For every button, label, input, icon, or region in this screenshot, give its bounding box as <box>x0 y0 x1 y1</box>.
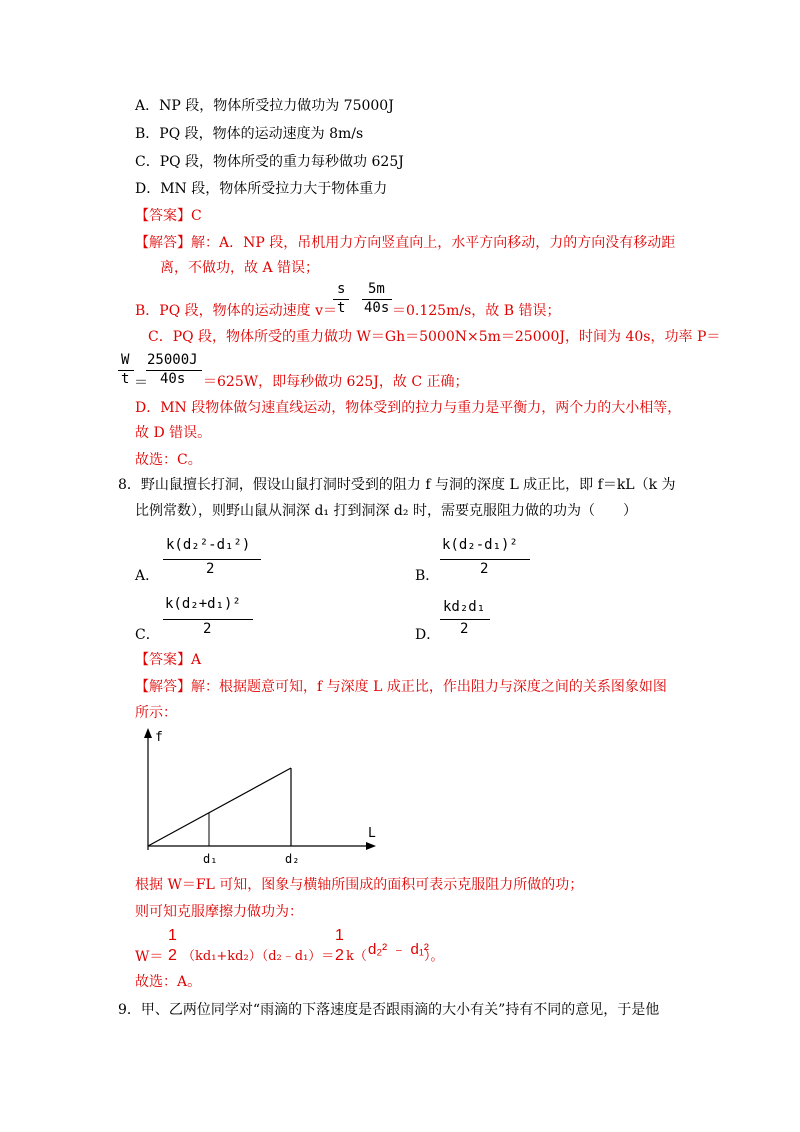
frac-num: 25000J <box>147 352 198 368</box>
analysis-tag: 【解答】 <box>135 679 191 695</box>
analysis-text: 解：根据题意可知，f 与深度 L 成正比，作出阻力与深度之间的关系图象如图 <box>191 679 667 695</box>
q9-stem-1: 9．甲、乙两位同学对“雨滴的下落速度是否跟雨滴的大小有关”持有不同的意见，于是他 <box>118 1002 660 1018</box>
x-label: L <box>368 826 376 841</box>
d1-label: d₁ <box>203 852 218 866</box>
frac-num: s <box>337 281 346 297</box>
frac-num: 5m <box>368 281 385 297</box>
q8-choose: 故选：A。 <box>135 974 202 990</box>
frac-num: 1 <box>168 927 177 944</box>
frac-num: kd₂d₁ <box>443 599 486 615</box>
q7-b-result: ＝0.125m/s，故 B 错误； <box>392 303 561 319</box>
w-pre: W＝ <box>135 949 164 965</box>
q7-option-d: D．MN 段，物体所受拉力大于物体重力 <box>135 181 388 197</box>
q7-d-line-2: 故 D 错误。 <box>135 425 212 441</box>
frac-den: 2 <box>168 947 177 964</box>
frac-num: k(d₂-d₁)² <box>442 537 518 553</box>
frac-num: 1 <box>335 927 344 944</box>
frac-den: 2 <box>206 561 215 577</box>
q7-d-line-1: D．MN 段物体做匀速直线运动，物体受到的拉力与重力是平衡力，两个力的大小相等， <box>135 400 682 416</box>
q7-option-a: A．NP 段，物体所受拉力做功为 75000J <box>135 98 394 114</box>
frac-num: W <box>121 352 130 368</box>
frac-den: t <box>121 371 130 387</box>
q7-b-text: B．PQ 段，物体的运动速度 v＝ <box>135 303 337 319</box>
q8-stem-2: 比例常数），则野山鼠从洞深 d₁ 打到洞深 d₂ 时，需要克服阻力做的功为（ ） <box>135 503 637 519</box>
frac-den: 2 <box>203 621 212 637</box>
frac-num: k(d₂²-d₁²) <box>166 537 251 553</box>
q8-explain-2: 则可知克服摩擦力做功为： <box>135 904 303 920</box>
fraction-bar <box>163 619 253 620</box>
q8-explain-1: 根据 W＝FL 可知，图象与横轴所围成的面积可表示克服阻力所做的功； <box>135 877 584 893</box>
y-label: f <box>155 730 163 745</box>
q8-answer: 【答案】A <box>135 652 202 668</box>
q8-analysis-2: 所示： <box>135 705 177 721</box>
w-end: ）。 <box>424 949 444 964</box>
q8-stem-1: 8．野山鼠擅长打洞，假设山鼠打洞时受到的阻力 f 与洞的深度 L 成正比，即 f＝kL（k 为 <box>118 477 676 493</box>
q7-option-b: B．PQ 段，物体的运动速度为 8m/s <box>135 126 364 142</box>
fraction-bar <box>440 559 530 560</box>
q7-analysis-2: 离，不做功，故 A 错误； <box>160 260 320 276</box>
frac-den: 40s <box>364 300 390 316</box>
q8-option-a-label: A． <box>135 568 160 584</box>
y-axis-arrow <box>144 728 152 738</box>
frac-den: t <box>337 300 346 316</box>
q7-c-result: ＝625W，即每秒做功 625J，故 C 正确； <box>203 374 469 390</box>
x-axis-arrow <box>366 842 376 850</box>
q7-option-c: C．PQ 段，物体所受的重力每秒做功 625J <box>135 154 404 170</box>
equals: ＝ <box>134 375 148 391</box>
q7-analysis-1 <box>135 233 675 253</box>
q7-answer: 【答案】C <box>135 208 202 224</box>
w-mid: （kd₁+kd₂）（d₂﹣d₁）＝ <box>182 949 335 964</box>
frac-den: 2 <box>335 947 344 964</box>
q8-option-c-label: C． <box>135 627 160 643</box>
w-term: d₂² ﹣ d₁² <box>368 941 429 958</box>
frac-den: 2 <box>480 561 489 577</box>
frac-den: 40s <box>160 371 186 387</box>
force-line <box>148 768 291 846</box>
fraction-bar <box>440 619 490 620</box>
force-depth-graph <box>140 725 390 870</box>
frac-num: k(d₂+d₁)² <box>165 596 241 612</box>
fraction-bar <box>163 559 261 560</box>
q8-analysis-1 <box>135 677 667 697</box>
q8-option-b-label: B． <box>415 568 440 584</box>
q7-c-text: C．PQ 段，物体所受的重力做功 W＝Gh＝5000N×5m＝25000J，时间为 40s，功率 P＝ <box>148 329 721 345</box>
analysis-text: 解：A．NP 段，吊机用力方向竖直向上，水平方向移动，力的方向没有移动距 <box>191 235 676 251</box>
q7-choose: 故选：C。 <box>135 452 202 468</box>
q8-option-d-label: D． <box>415 627 441 643</box>
frac-den: 2 <box>460 621 469 637</box>
w-k: k（ <box>346 949 367 964</box>
analysis-tag: 【解答】 <box>135 235 191 251</box>
d2-label: d₂ <box>285 852 300 866</box>
